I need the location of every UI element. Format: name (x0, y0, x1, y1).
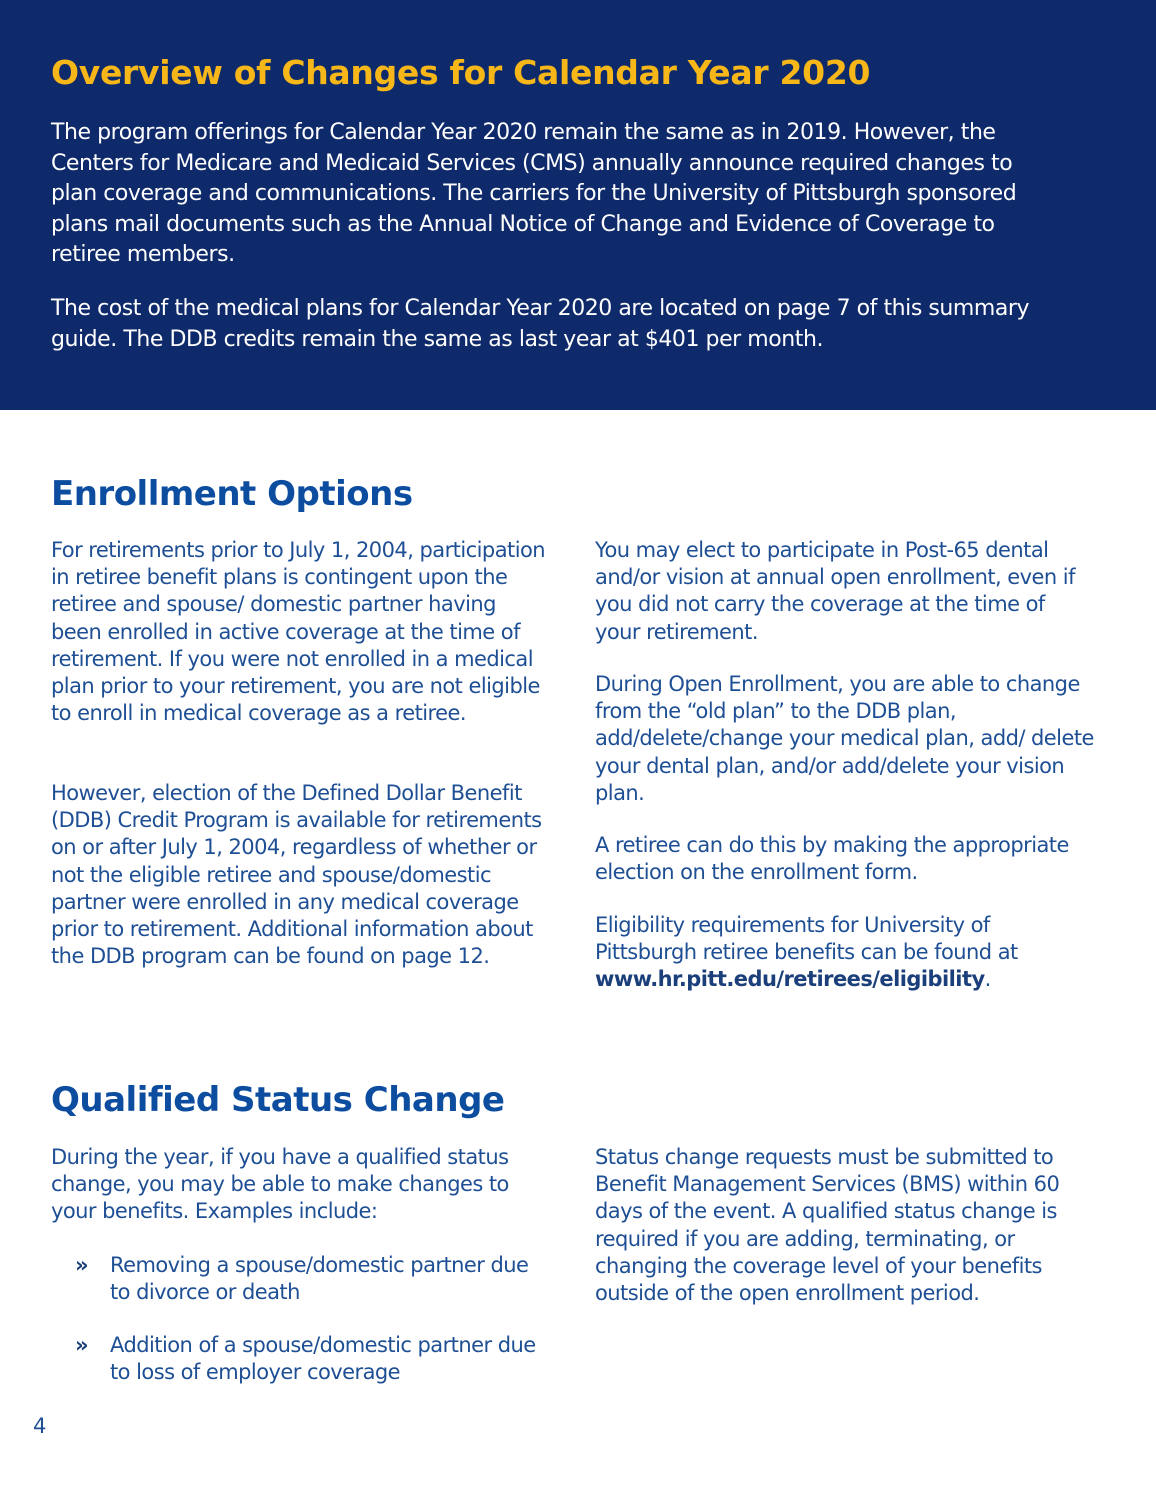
status-change-intro: During the year, if you have a qualified status change, you may be able to make changes to your benefits. Examples include: (51, 1145, 509, 1224)
eligibility-link[interactable]: www.hr.pitt.edu/retirees/eligibility (595, 967, 985, 992)
enrollment-paragraph: You may elect to participate in Post-65 dental and/or vision at annual open enrollment, even if you did not carry the coverage at the time of your retirement. (595, 538, 1075, 644)
double-chevron-right-icon: » (75, 1333, 89, 1357)
double-chevron-right-icon: » (75, 1253, 89, 1277)
enrollment-paragraph: A retiree can do this by making the appropriate election on the enrollment form. (595, 833, 1069, 885)
list-item-text: Removing a spouse/domestic partner due to divorce or death (110, 1253, 529, 1305)
eligibility-suffix: . (984, 967, 991, 992)
overview-paragraph: The cost of the medical plans for Calendar Year 2020 are located on page 7 of this summary guide. The DDB credits remain the same as last year at $401 per month. (51, 296, 1030, 352)
qualified-status-change-heading: Qualified Status Change (51, 1080, 505, 1120)
eligibility-text: Eligibility requirements for University of Pittsburgh retiree benefits can be found at (595, 913, 1018, 965)
overview-paragraph: The program offerings for Calendar Year 2020 remain the same as in 2019. However, the Centers for Medicare and Medicaid Services (CMS) annually announce required changes to plan coverage and communications. The carriers for the University of Pittsburgh sponsored plans mail documents such as the Annual Notice of Change and Evidence of Coverage to retiree members. (51, 120, 1017, 267)
enrollment-options-heading: Enrollment Options (51, 474, 413, 514)
overview-banner (0, 0, 1156, 410)
status-change-paragraph: Status change requests must be submitted to Benefit Management Services (BMS) within 60 days of the event. A qualified status change is required if you are adding, terminating, or changing the coverage level of your benefits outside of the open enrollment period. (595, 1145, 1060, 1306)
enrollment-paragraph: During Open Enrollment, you are able to change from the “old plan” to the DDB plan, add/delete/change your medical plan, add/ delete your dental plan, and/or add/delete your vision plan. (595, 672, 1094, 805)
list-item-text: Addition of a spouse/domestic partner due to loss of employer coverage (110, 1333, 536, 1385)
enrollment-paragraph: However, election of the Defined Dollar Benefit (DDB) Credit Program is available for retirements on or after July 1, 2004, regardless of whether or not the eligible retiree and spouse/domestic partner were enrolled in any medical coverage prior to retirement. Additional information about the DDB program can be found on page 12. (51, 781, 542, 969)
eligibility-paragraph (595, 912, 1095, 994)
enrollment-paragraph: For retirements prior to July 1, 2004, participation in retiree benefit plans is contingent upon the retiree and spouse/ domestic partner having been enrolled in active coverage at the time of retirement. If you were not enrolled in a medical plan prior to your retirement, you are not eligible to enroll in medical coverage as a retiree. (51, 538, 546, 726)
page-number: 4 (33, 1414, 47, 1438)
overview-title: Overview of Changes for Calendar Year 2020 (51, 53, 871, 92)
